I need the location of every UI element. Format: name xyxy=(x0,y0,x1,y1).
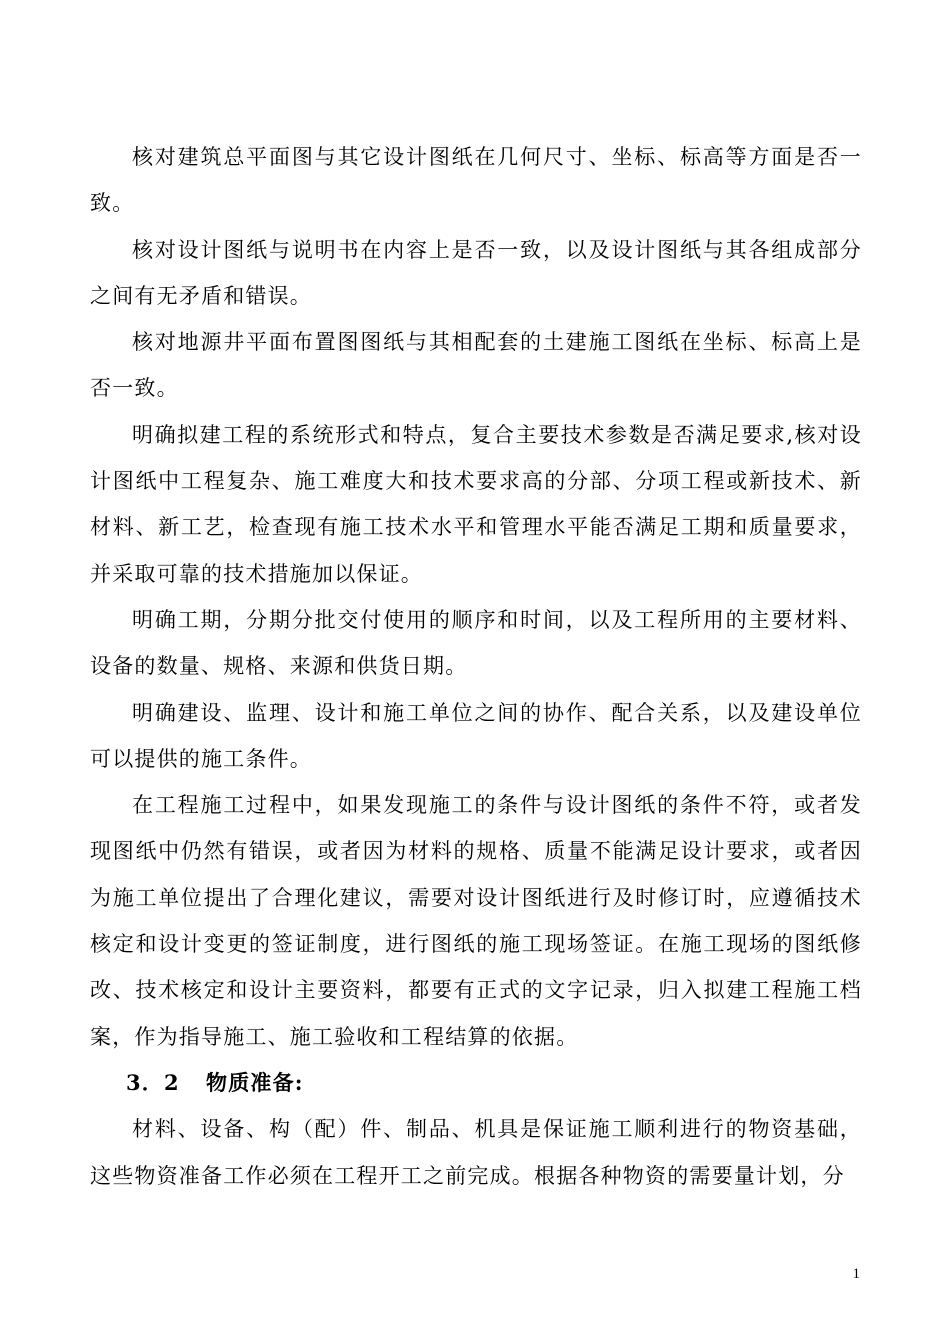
paragraph: 明确建设、监理、设计和施工单位之间的协作、配合关系，以及建设单位可以提供的施工条件。 xyxy=(90,700,862,771)
paragraph: 在工程施工过程中，如果发现施工的条件与设计图纸的条件不符，或者发现图纸中仍然有错误，或者因为材料的规格、质量不能满足设计要求，或者因为施工单位提出了合理化建议，需要对设计图纸进行及时修订时，应遵循技术核定和设计变更的签证制度，进行图纸的施工现场签证。在施工现场的图纸修改、技术核定和设计主要资料，都要有正式的文字记录，归入拟建工程施工档案，作为指导施工、施工验收和工程结算的依据。 xyxy=(90,793,862,1049)
document-body xyxy=(90,134,862,1199)
paragraph: 核对地源井平面布置图图纸与其相配套的土建施工图纸在坐标、标高上是否一致。 xyxy=(90,330,862,401)
section-heading xyxy=(90,1060,862,1106)
paragraph: 明确工期，分期分批交付使用的顺序和时间，以及工程所用的主要材料、设备的数量、规格、来源和供货日期。 xyxy=(90,607,862,679)
page-number: 1 xyxy=(852,1266,860,1282)
paragraph: 明确拟建工程的系统形式和特点，复合主要技术参数是否满足要求,核对设计图纸中工程复杂、施工难度大和技术要求高的分部、分项工程或新技术、新材料、新工艺，检查现有施工技术水平和管理水平能否满足工期和质量要求，并采取可靠的技术措施加以保证。 xyxy=(90,422,862,586)
paragraph: 核对建筑总平面图与其它设计图纸在几何尺寸、坐标、标高等方面是否一致。 xyxy=(90,145,862,216)
section-title: 物质准备: xyxy=(206,1069,304,1095)
paragraph: 材料、设备、构（配）件、制品、机具是保证施工顺利进行的物资基础，这些物资准备工作必须在工程开工之前完成。根据各种物资的需要量计划，分 xyxy=(90,1117,862,1188)
section-number: 3．2 xyxy=(126,1069,180,1095)
paragraph: 核对设计图纸与说明书在内容上是否一致，以及设计图纸与其各组成部分之间有无矛盾和错误。 xyxy=(90,237,862,308)
